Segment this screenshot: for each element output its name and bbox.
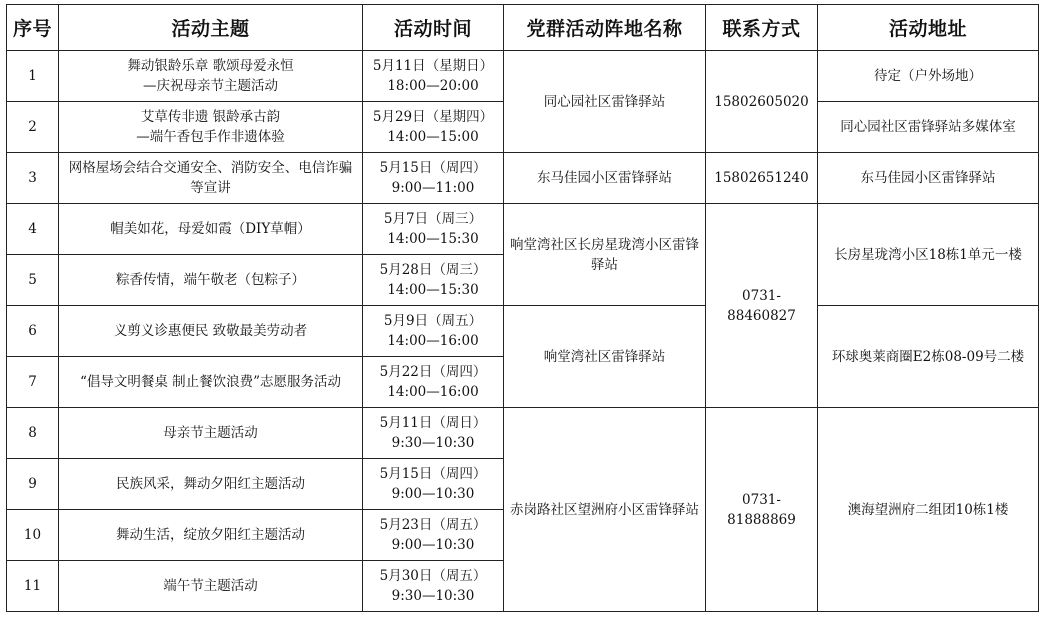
contact-phone: 0731-81888869 (727, 491, 796, 528)
address-text: 同心园社区雷锋驿站多媒体室 (840, 119, 1016, 135)
theme-line: 端午节主题活动 (163, 578, 258, 594)
address-text: 澳海望洲府二组团10栋1楼 (847, 501, 1009, 518)
table-row (7, 51, 1039, 102)
theme-line: 粽香传情，端午敬老（包粽子） (116, 272, 305, 288)
row-index: 1 (7, 51, 59, 102)
row-theme (59, 204, 363, 255)
row-index: 5 (7, 255, 59, 306)
address-text: 长房星珑湾小区18栋1单元一楼 (834, 246, 1022, 263)
time-date: 5月28日（周三） (379, 262, 487, 278)
row-theme (59, 408, 363, 459)
time-range: 14:00—15:00 (387, 129, 479, 145)
address-text: 环球奥莱商圈E2栋08-09号二楼 (831, 348, 1025, 365)
row-time (363, 408, 504, 459)
row-theme (59, 510, 363, 561)
header-index: 序号 (7, 5, 59, 51)
header-row (7, 5, 1039, 51)
contact-phone: 15802605020 (714, 93, 809, 110)
time-range: 9:30—10:30 (391, 588, 475, 604)
row-index: 6 (7, 306, 59, 357)
header-theme: 活动主题 (59, 5, 363, 51)
row-index: 9 (7, 459, 59, 510)
contact-phone: 0731-88460827 (727, 287, 796, 324)
theme-line: 舞动生活，绽放夕阳红主题活动 (116, 527, 305, 543)
venue-name: 同心园社区雷锋驿站 (543, 93, 666, 110)
time-date: 5月7日（周三） (383, 211, 483, 227)
address-cell (818, 306, 1039, 408)
row-time (363, 204, 504, 255)
table-body (7, 51, 1039, 612)
time-range: 18:00—20:00 (387, 78, 479, 94)
time-date: 5月15日（周四） (379, 466, 487, 482)
address-text: 东马佳园小区雷锋驿站 (860, 170, 996, 186)
venue-name: 响堂湾社区长房星珑湾小区雷锋驿站 (510, 236, 699, 273)
time-range: 14:00—15:30 (387, 282, 479, 298)
venue-cell (504, 51, 706, 153)
row-index: 10 (7, 510, 59, 561)
row-index: 11 (7, 561, 59, 612)
time-date: 5月15日（周四） (379, 160, 487, 176)
venue-cell (504, 408, 706, 612)
header-time: 活动时间 (363, 5, 504, 51)
theme-line: 网格屋场会结合交通安全、消防安全、电信诈骗等宣讲 (68, 160, 353, 196)
row-time (363, 153, 504, 204)
row-index: 3 (7, 153, 59, 204)
theme-line: —庆祝母亲节主题活动 (143, 78, 278, 94)
row-time (363, 255, 504, 306)
row-theme (59, 102, 363, 153)
row-time (363, 357, 504, 408)
header-address: 活动地址 (818, 5, 1039, 51)
time-range: 9:00—11:00 (391, 180, 475, 196)
time-date: 5月22日（周四） (379, 364, 487, 380)
row-theme (59, 153, 363, 204)
venue-cell (504, 153, 706, 204)
table-row (7, 153, 1039, 204)
time-date: 5月11日（周日） (379, 415, 487, 431)
contact-cell (706, 204, 818, 408)
row-index: 8 (7, 408, 59, 459)
theme-line: 艾草传非遗 银龄承古韵 (140, 109, 281, 125)
theme-line: —端午香包手作非遗体验 (136, 129, 285, 145)
row-theme (59, 459, 363, 510)
time-range: 9:30—10:30 (391, 435, 475, 451)
venue-name: 东马佳园小区雷锋驿站 (537, 170, 672, 186)
theme-line: 民族风采，舞动夕阳红主题活动 (116, 476, 305, 492)
row-theme (59, 561, 363, 612)
time-range: 14:00—16:00 (387, 384, 479, 400)
contact-cell (706, 153, 818, 204)
contact-cell (706, 51, 818, 153)
time-range: 9:00—10:30 (391, 486, 475, 502)
activity-schedule-table (6, 4, 1039, 612)
time-date: 5月11日（星期日） (372, 58, 494, 74)
contact-phone: 15802651240 (714, 170, 809, 186)
row-theme (59, 357, 363, 408)
theme-line: 义剪义诊惠便民 致敬最美劳动者 (113, 323, 308, 339)
row-theme (59, 255, 363, 306)
address-cell (818, 153, 1039, 204)
time-range: 14:00—15:30 (387, 231, 479, 247)
table-header (7, 5, 1039, 51)
time-date: 5月23日（周五） (379, 517, 487, 533)
header-contact: 联系方式 (706, 5, 818, 51)
row-index: 7 (7, 357, 59, 408)
row-theme (59, 51, 363, 102)
theme-line: “倡导文明餐桌 制止餐饮浪费”志愿服务活动 (79, 374, 342, 390)
table-row (7, 408, 1039, 459)
row-time (363, 561, 504, 612)
address-cell (818, 51, 1039, 102)
table-row (7, 204, 1039, 255)
address-cell (818, 102, 1039, 153)
time-range: 9:00—10:30 (391, 537, 475, 553)
venue-cell (504, 306, 706, 408)
time-date: 5月30日（周五） (379, 568, 487, 584)
row-time (363, 306, 504, 357)
venue-cell (504, 204, 706, 306)
row-time (363, 459, 504, 510)
row-time (363, 51, 504, 102)
row-index: 4 (7, 204, 59, 255)
table-row (7, 306, 1039, 357)
row-time (363, 102, 504, 153)
theme-line: 母亲节主题活动 (163, 425, 258, 441)
venue-name: 响堂湾社区雷锋驿站 (543, 348, 666, 365)
theme-line: 舞动银龄乐章 歌颂母爱永恒 (127, 58, 294, 74)
venue-name: 赤岗路社区望洲府小区雷锋驿站 (510, 501, 699, 518)
address-cell (818, 204, 1039, 306)
time-date: 5月9日（周五） (383, 313, 483, 329)
contact-cell (706, 408, 818, 612)
time-date: 5月29日（星期四） (372, 109, 494, 125)
address-cell (818, 408, 1039, 612)
theme-line: 帽美如花，母爱如霞（DIY草帽） (110, 221, 311, 237)
row-theme (59, 306, 363, 357)
row-index: 2 (7, 102, 59, 153)
address-text: 待定（户外场地） (874, 68, 982, 84)
row-time (363, 510, 504, 561)
time-range: 14:00—16:00 (387, 333, 479, 349)
header-venue: 党群活动阵地名称 (504, 5, 706, 51)
